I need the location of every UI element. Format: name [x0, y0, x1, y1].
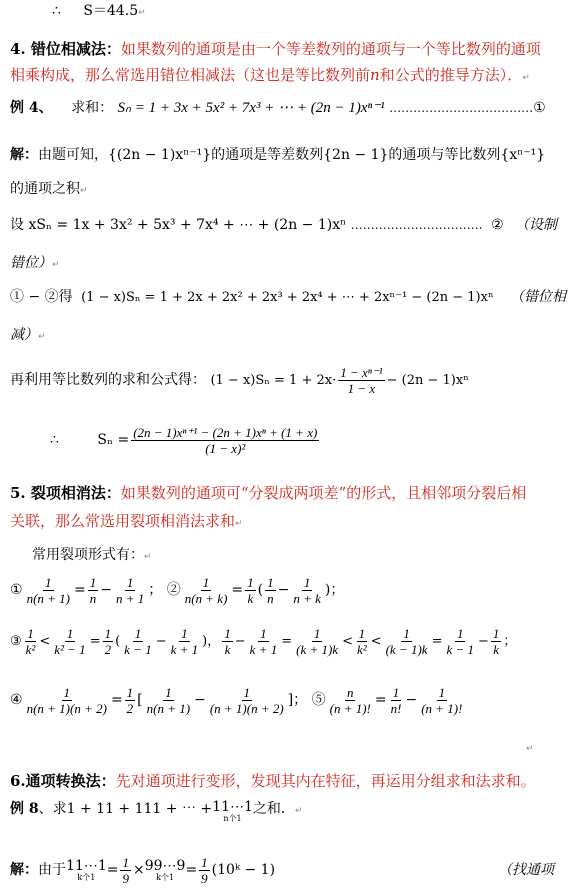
form-1-term-b	[114, 575, 146, 606]
form-2-number: ②	[166, 582, 181, 598]
one-ninth-fraction-2	[199, 855, 210, 886]
numerator: 1	[134, 626, 142, 641]
denominator: n	[267, 590, 274, 606]
solution-4-result	[50, 418, 321, 462]
k-nines-underbrace	[145, 859, 186, 882]
result-fraction	[131, 425, 319, 456]
section-4-title: 4. 错位相减法：	[10, 40, 121, 58]
form-5-lhs	[328, 685, 373, 716]
numerator: 1	[66, 626, 74, 641]
numerator: 1	[202, 574, 210, 590]
numerator: 1	[126, 574, 134, 590]
numerator: 1	[267, 574, 274, 590]
equation-number-2: ②	[491, 217, 504, 233]
k-nines-count: k个1	[156, 872, 175, 882]
form-3-f	[222, 626, 233, 657]
k-ones-underbrace	[66, 859, 107, 882]
geometric-sum-left: (1 − x)Sₙ = 1 + 2x·	[210, 373, 337, 388]
form-3-number: ③	[10, 634, 22, 649]
denominator: k	[493, 642, 500, 657]
prev-result-text: S＝44.5	[83, 3, 139, 19]
numerator: 1	[63, 684, 70, 700]
result-left: Sₙ =	[97, 432, 130, 448]
section-5-desc-2: 关联，那么常选用裂项相消法求和	[10, 512, 236, 530]
numerator: n	[346, 684, 354, 700]
denominator: n!	[390, 700, 402, 716]
return-marker: ↵	[80, 186, 88, 196]
geometric-sum-fraction	[338, 365, 384, 396]
form-3-e	[169, 626, 201, 657]
geometric-sum-right: − (2n − 1)xⁿ	[386, 373, 469, 388]
numerator: 1	[104, 626, 112, 641]
numerator: 1	[438, 684, 446, 700]
forms-row-3: ④ $\frac{1}{n(n + 1)(n + 2)}$ = $\frac{1}{2}$ [ $\frac{1}{n(n + 1)}$ − $\frac{1}{(n + 1)(n + 2)}$ ]； ⑤ $\frac{n}{(n + 1)!}$ = $\frac{1}{n!}$ − $\frac{1}{(n + 1)!}$	[10, 684, 463, 716]
section-4-heading-line	[10, 40, 541, 58]
denominator: k²	[357, 642, 367, 657]
geometric-sum-intro: 再利用等比数列的求和公式得：	[10, 372, 206, 388]
denominator: n	[89, 590, 97, 606]
denominator: n + 1	[115, 590, 145, 606]
solution-4-dots: ……………………………	[350, 218, 483, 232]
example-8-line	[10, 800, 302, 823]
form-5-number: ⑤	[311, 692, 326, 708]
section-4-desc-3: 和公式的推导方法）．	[379, 66, 523, 84]
denominator: k + 1	[170, 642, 199, 657]
return-marker: ↵	[138, 8, 146, 18]
form-2-term-a	[265, 575, 276, 606]
subtract-label: ① − ②得	[10, 289, 73, 305]
denominator: k − 1	[124, 642, 152, 657]
denominator: n(n + k)	[184, 590, 228, 606]
forms-row-1: ① $\frac{1}{n(n + 1)}$ = $\frac{1}{n}$ − $\frac{1}{n + 1}$ ； ② $\frac{1}{n(n + k)}$ = $\frac{1}{k}$ ( $\frac{1}{n}$ − $\frac{1}{n + k}$ )；	[10, 574, 345, 606]
return-marker: ↵	[235, 519, 243, 529]
example-8-label: 例 8	[10, 801, 39, 817]
section-6-title: 6.通项转换法：	[10, 772, 116, 790]
ones-digits: 11⋯1	[212, 799, 253, 815]
subtract-formula: (1 − x)Sₙ = 1 + 2x + 2x² + 2x³ + 2x⁴ + ⋯ + 2xⁿ⁻¹ − (2n − 1)xⁿ	[81, 290, 494, 305]
return-marker: ↵	[526, 744, 534, 754]
denominator: k² − 1	[54, 642, 86, 657]
form-2-lhs	[183, 575, 230, 606]
form-4-number: ④	[10, 692, 23, 708]
fraction-numerator: (2n − 1)xⁿ⁺¹ − (2n + 1)xⁿ + (1 + x)	[133, 424, 318, 440]
k-nines-digits: 99⋯9	[144, 857, 186, 874]
denominator: k	[224, 642, 231, 657]
section-5-desc-1: 如果数列的通项可“分裂成两项差”的形式，且相邻项分裂后相	[120, 484, 527, 502]
denominator: k²	[25, 642, 36, 657]
numerator: 1	[313, 626, 321, 641]
power-term: (10ᵏ − 1)	[211, 862, 276, 878]
note-find-general-term: （找通项	[498, 862, 554, 878]
solution-8-line	[10, 850, 275, 890]
example-4-dots: ………………………………	[389, 101, 534, 115]
k-ones-count: k个1	[77, 872, 96, 882]
solution-4-line-3	[10, 216, 504, 234]
example-8-prompt-b: 之和．	[252, 801, 295, 817]
solution-4-text-1: 由题可知，{(2n − 1)xⁿ⁻¹}的通项是等差数列{2n − 1}的通项与等比数列{xⁿ⁻¹}	[38, 147, 546, 163]
form-3-l	[491, 626, 502, 657]
form-3-b	[52, 626, 87, 657]
note-misalign-text: 错位）	[10, 255, 52, 271]
denominator: (n + 1)!	[421, 700, 463, 716]
form-4-coef	[125, 685, 136, 716]
example-4-formula: Sₙ = 1 + 3x + 5x² + 7x³ + ⋯ + (2n − 1)xⁿ⁻¹	[117, 100, 385, 116]
numerator: 1	[392, 684, 400, 700]
numerator: 1	[201, 854, 208, 870]
return-marker: ↵	[52, 260, 60, 270]
numerator: 1	[27, 626, 34, 641]
equals-sign: =	[106, 862, 119, 878]
ones-underbrace	[212, 800, 253, 823]
section-4-desc-2: 相乘构成，那么常选用错位相减法（这也是等比数列前	[10, 66, 371, 84]
example-4-line	[10, 99, 546, 117]
denominator: 2	[104, 642, 112, 657]
equation-number-1: ①	[533, 100, 546, 116]
therefore-symbol: ∴	[52, 3, 61, 19]
return-marker: ↵	[144, 552, 152, 562]
form-3-a	[24, 626, 38, 657]
return-marker: ↵	[294, 806, 303, 816]
denominator: (n + 1)!	[329, 700, 371, 716]
solution-4-line-1	[10, 146, 545, 164]
section-4-desc-line-2	[10, 66, 530, 87]
numerator: 1	[456, 626, 464, 641]
solution-4-text-2: 的通项之积	[10, 181, 80, 197]
one-ninth-fraction	[120, 855, 131, 886]
therefore-symbol: ∴	[50, 432, 59, 448]
form-4-term-b	[208, 685, 286, 716]
form-4-term-a	[145, 685, 192, 716]
common-forms-label: 常用裂项形式有：	[32, 547, 144, 563]
fraction-denominator: (1 − x)²	[205, 440, 246, 456]
blank-line	[526, 738, 534, 758]
form-5-term-b	[419, 685, 464, 716]
form-1-lhs	[25, 575, 72, 606]
denominator: n(n + 1)	[26, 590, 70, 606]
fraction-numerator: 1 − xⁿ⁻¹	[340, 364, 383, 380]
form-2-term-b	[291, 575, 323, 606]
denominator: n(n + 1)(n + 2)	[26, 700, 107, 716]
numerator: 1	[303, 574, 311, 590]
numerator: 1	[45, 574, 52, 590]
note-misalign-subtract: （错位相	[510, 289, 566, 305]
numerator: 1	[224, 626, 231, 641]
denominator: k + 1	[249, 642, 278, 657]
example-4-label: 例 4、	[10, 100, 53, 116]
forms-row-2: ③ $\frac{1}{\text{k²}}$ < $\frac{1}{\text{k² − 1}}$ = $\frac{1}{2}$ ( $\frac{1}{k - 1}$ − $\frac{1}{k + 1}$ )， $\frac{1}{k}$ − $\frac{1}{k + 1}$ = $\frac{1}{(k + 1)k}$ < $\frac{1}{\text{k²}}$ < $\frac{1}{(k - 1)k}$ = $\frac{1}{k - 1}$ − $\frac{1}{k}$ ；	[10, 626, 517, 657]
denominator: (k + 1)k	[296, 642, 339, 657]
section-5-title: 5. 裂项相消法：	[10, 484, 121, 502]
example-4-prompt: 求和：	[71, 100, 114, 116]
section-5-desc-line-2	[10, 512, 243, 533]
times-sign: ×	[132, 862, 145, 878]
ones-count: n个1	[223, 814, 242, 823]
form-3-j	[384, 626, 430, 657]
denominator: (n + 1)(n + 2)	[209, 700, 284, 716]
example-8-prompt-a: 、求1 + 11 + 111 + ⋯ +	[38, 801, 213, 817]
prev-result-line	[52, 2, 146, 22]
numerator: 1	[89, 574, 97, 590]
section-4-desc-n: n	[370, 66, 380, 84]
equals-sign: =	[185, 862, 198, 878]
k-ones-digits: 11⋯1	[66, 857, 107, 874]
form-3-i	[355, 626, 369, 657]
form-5-term-a	[389, 685, 404, 716]
denominator: 9	[122, 870, 129, 886]
denominator: n(n + 1)	[146, 700, 191, 716]
solution-4-line-5	[10, 288, 494, 307]
solution-8-label: 解：	[10, 862, 38, 878]
note-subtract-end	[10, 326, 46, 346]
denominator: n + k	[293, 590, 321, 606]
form-3-g	[248, 626, 280, 657]
solution-8-a: 由于	[38, 862, 66, 878]
return-marker: ↵	[38, 332, 46, 342]
denominator: 2	[126, 700, 134, 716]
section-5-heading-line	[10, 484, 526, 502]
numerator: 1	[126, 684, 134, 700]
fraction-denominator: 1 − x	[347, 380, 376, 396]
solution-4-label: 解：	[10, 147, 38, 163]
denominator: k	[247, 590, 254, 606]
numerator: 1	[181, 626, 188, 641]
section-6-desc: 先对通项进行变形，发现其内在特征，再运用分组求和法求和。	[115, 772, 536, 790]
form-1-term-a	[88, 575, 99, 606]
numerator: 1	[492, 626, 500, 641]
common-forms-line	[32, 546, 152, 566]
form-3-c	[103, 626, 114, 657]
numerator: 1	[122, 854, 129, 870]
note-set-misalign: （设制	[515, 217, 557, 233]
form-2-coef	[245, 575, 256, 606]
section-4-desc-1: 如果数列的通项是由一个等差数列的通项与一个等比数列的通项	[120, 40, 541, 58]
note-misalign-end	[10, 254, 60, 274]
solution-4-line-2	[10, 180, 88, 200]
numerator: 1	[243, 684, 250, 700]
numerator: 1	[165, 684, 172, 700]
numerator: 1	[260, 626, 267, 641]
numerator: 1	[247, 574, 254, 590]
solution-4-line-7	[10, 358, 469, 403]
return-marker: ↵	[522, 73, 530, 83]
form-3-k	[444, 626, 476, 657]
form-3-h	[294, 626, 340, 657]
form-3-d	[122, 626, 154, 657]
form-1-number: ①	[10, 582, 23, 598]
form-4-lhs	[25, 685, 109, 716]
denominator: (k − 1)k	[385, 642, 428, 657]
solution-4-xsn-formula: 设 xSₙ = 1x + 3x² + 5x³ + 7x⁴ + ⋯ + (2n − 1)xⁿ	[10, 217, 347, 233]
numerator: 1	[358, 626, 366, 641]
numerator: 1	[403, 626, 410, 641]
denominator: k − 1	[446, 642, 475, 657]
note-subtract-text: 减）	[10, 327, 38, 343]
section-6-heading-line	[10, 772, 536, 790]
denominator: 9	[201, 870, 208, 886]
